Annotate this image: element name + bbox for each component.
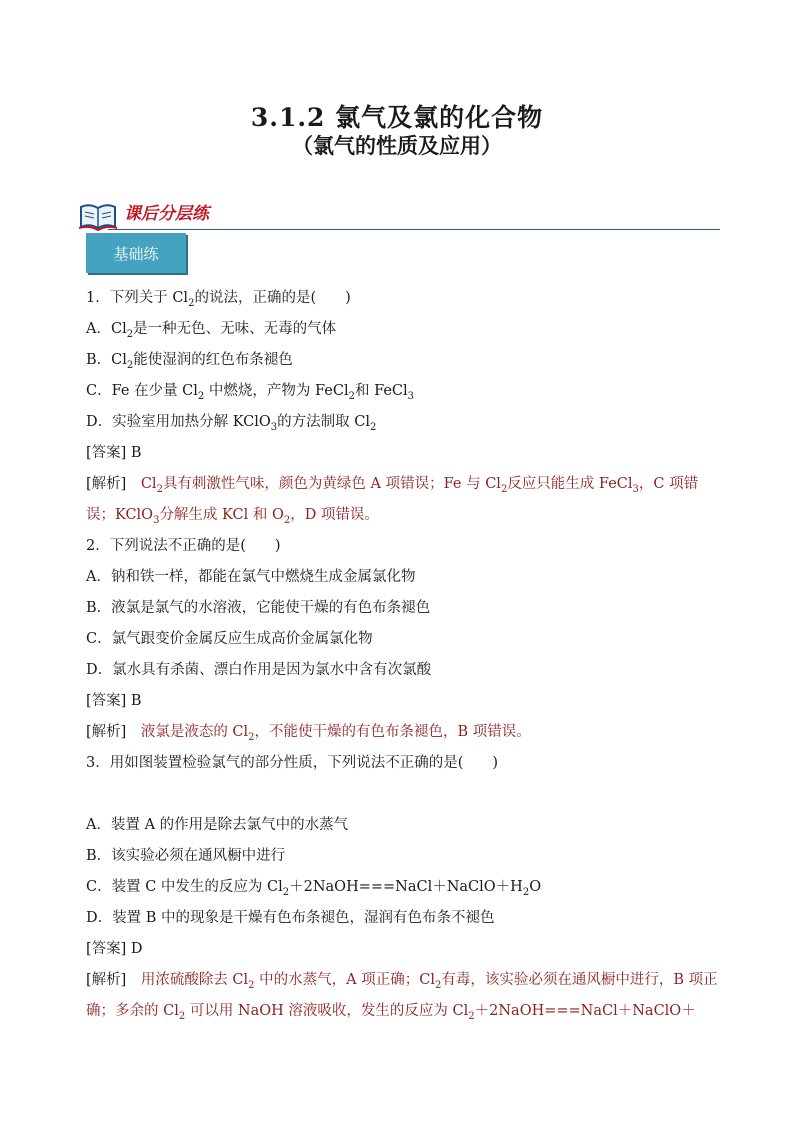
answer-3: [答案] D — [86, 941, 143, 957]
explanation-tag: [解析] — [86, 724, 127, 740]
section-divider — [108, 229, 720, 230]
explanation-tag: [解析] — [86, 476, 127, 492]
option-1c[interactable]: C．Fe 在少量 $Cl_2$ 中燃烧，产物为 FeCl$_2$和 FeCl$_3$ — [86, 383, 415, 402]
option-3c[interactable]: C．装置 C 中发生的反应为 $Cl_2+2NaOH===NaCl+NaClO+H_2O$ — [86, 879, 542, 898]
explanation-2 — [86, 717, 726, 748]
option-2a[interactable]: A．钠和铁一样，都能在氯气中燃烧生成金属氯化物 — [86, 569, 416, 585]
explanation-text: 液氯是液态的 $Cl_2$，不能使干燥的有色布条褪色，B 项错误。 — [126, 724, 531, 743]
answer-2: [答案] B — [86, 693, 142, 709]
section-header — [76, 197, 720, 231]
explanation-3 — [86, 965, 726, 1027]
option-1d[interactable]: D．实验室用加热分解 KClO$_3$的方法制取 $Cl_2$ — [86, 414, 377, 433]
question-stem-3: 3．用如图装置检验氯气的部分性质，下列说法不正确的是( ) — [86, 755, 499, 771]
option-1b[interactable]: B．$Cl_2$能使湿润的红色布条褪色 — [86, 352, 293, 371]
option-3d[interactable]: D．装置 B 中的现象是干燥有色布条褪色，湿润有色布条不褪色 — [86, 910, 495, 926]
explanation-1 — [86, 469, 726, 531]
question-stem-2: 2．下列说法不正确的是( ) — [86, 538, 281, 554]
option-2c[interactable]: C．氯气跟变价金属反应生成高价金属氯化物 — [86, 631, 373, 647]
option-2d[interactable]: D．氯水具有杀菌、漂白作用是因为氯水中含有次氯酸 — [86, 662, 432, 678]
option-1a[interactable]: A．$Cl_2$是一种无色、无味、无毒的气体 — [86, 321, 337, 340]
explanation-text: $Cl_2$具有刺激性气味，颜色为黄绿色 A 项错误；Fe 与 $Cl_2$反应只能生成 FeCl$_3$，C 项错误；KClO$_3$分解生成 KCl 和 $O_2$，D 项错误。 — [86, 476, 699, 526]
section-label: 课后分层练 — [124, 204, 209, 224]
option-3a[interactable]: A．装置 A 的作用是除去氯气中的水蒸气 — [86, 817, 349, 833]
tab-basic-practice[interactable]: 基础练 — [86, 233, 186, 273]
explanation-text: 用浓硫酸除去 $Cl_2$ 中的水蒸气，A 项正确；$Cl_2$有毒，该实验必须在通风橱中进行，B 项正确；多余的 $Cl_2$ 可以用 NaOH 溶液吸收，发生的反应为 $Cl_2+2NaOH===NaCl+NaClO+$ — [86, 972, 718, 1022]
answer-1: [答案] B — [86, 445, 142, 461]
option-2b[interactable]: B．液氯是氯气的水溶液，它能使干燥的有色布条褪色 — [86, 600, 431, 616]
explanation-tag: [解析] — [86, 972, 127, 988]
book-icon — [78, 201, 118, 231]
page-title: 3.1.2 氯气及氯的化合物 — [250, 103, 544, 132]
question-stem-1: 1．下列关于 $Cl_2$的说法，正确的是( ) — [86, 290, 351, 309]
question-list — [86, 283, 726, 1027]
page-subtitle: （氯气的性质及应用） — [292, 133, 502, 158]
figure-space — [86, 779, 726, 810]
option-3b[interactable]: B．该实验必须在通风橱中进行 — [86, 848, 286, 864]
